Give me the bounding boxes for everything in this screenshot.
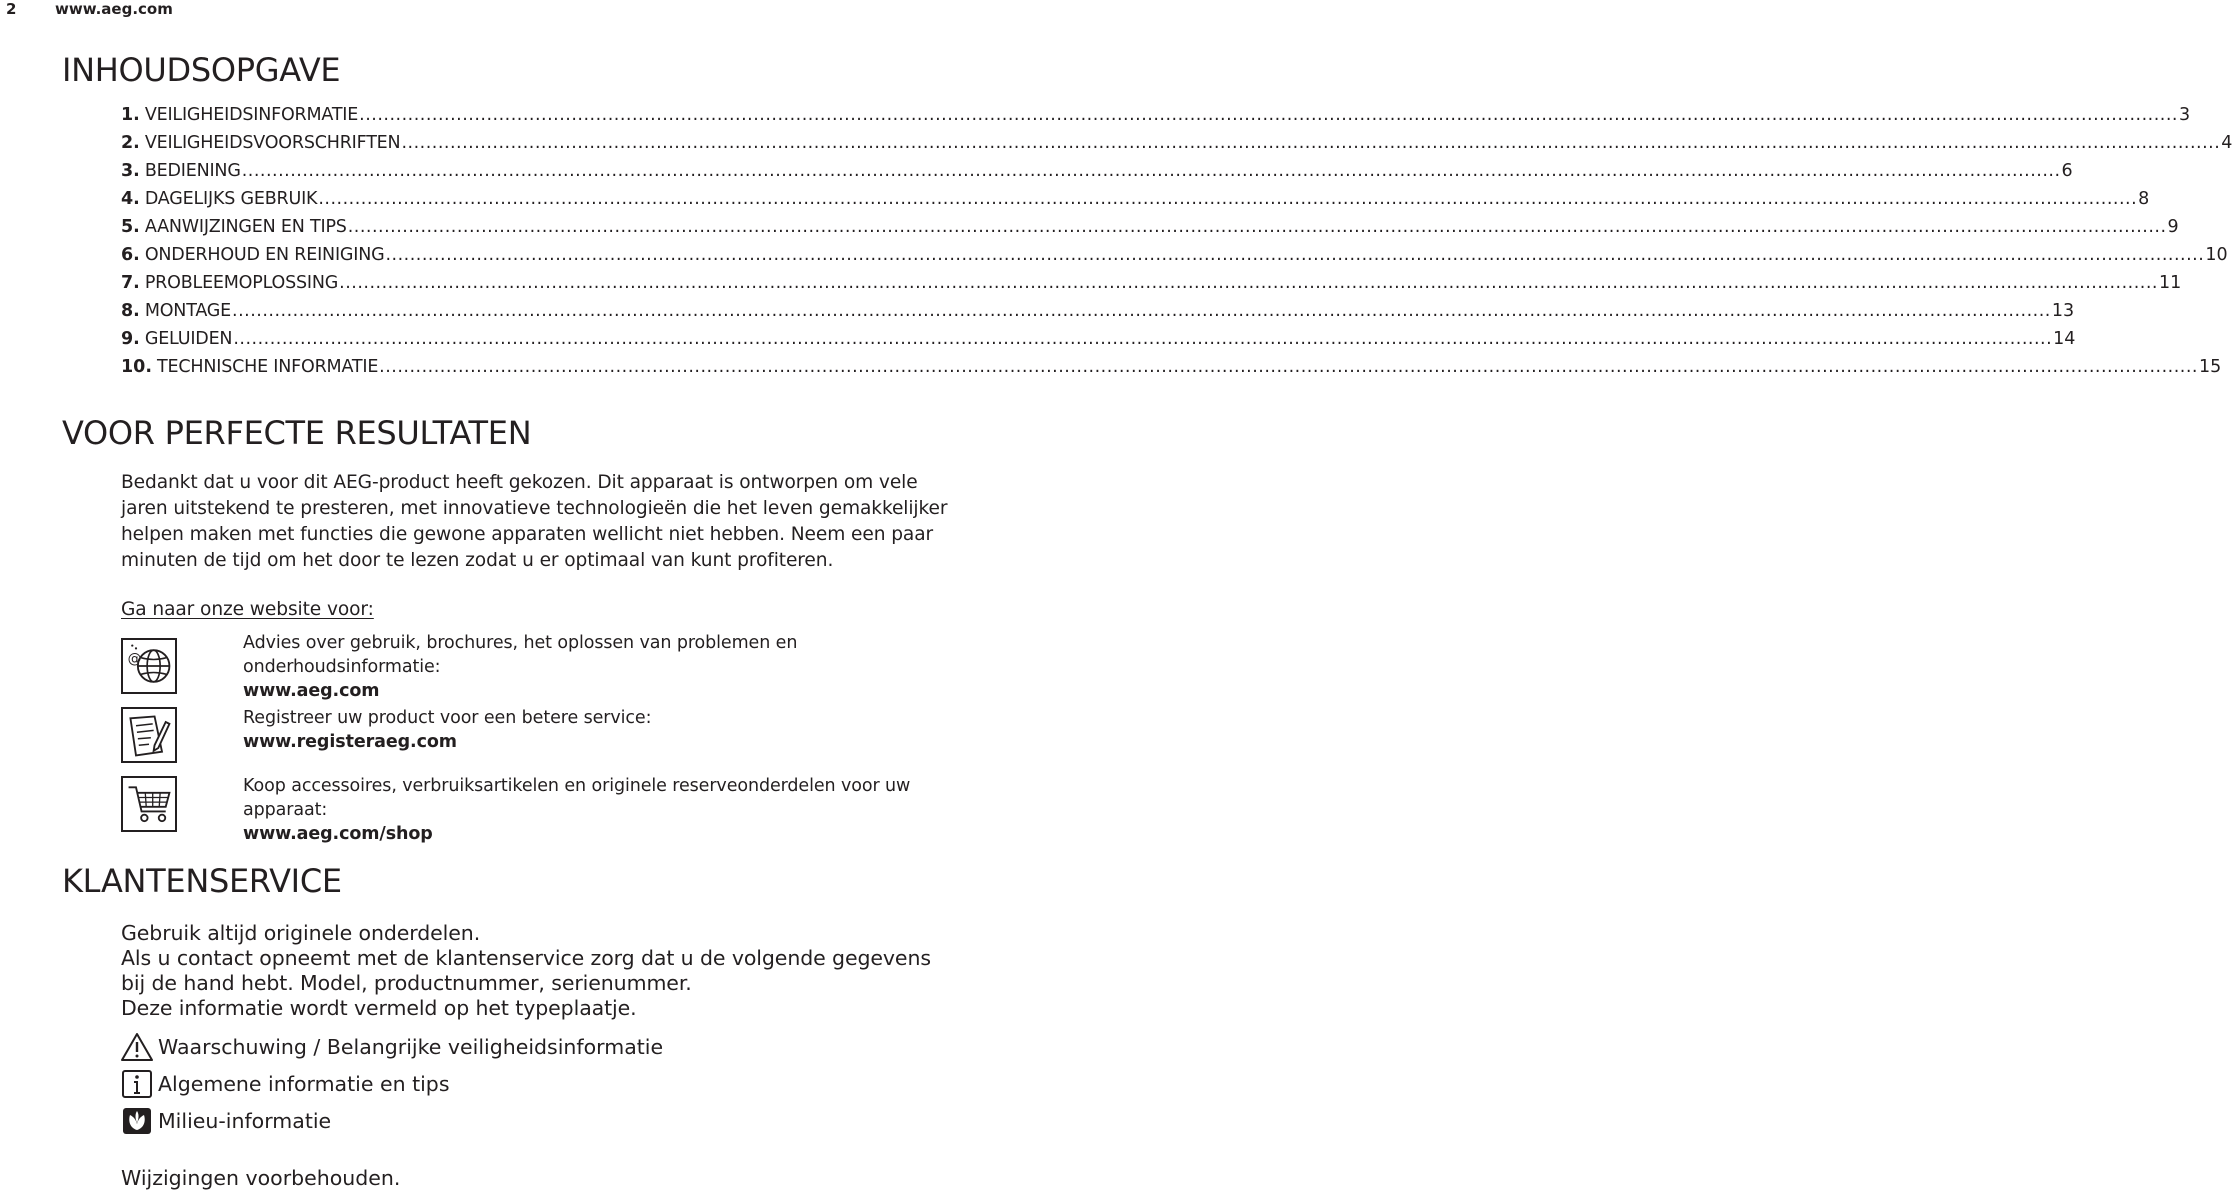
register-info-text: Registreer uw product voor een betere service:	[243, 708, 652, 728]
toc-entry-number: 4.	[121, 189, 140, 209]
web-info	[243, 631, 958, 703]
toc-entry-title: VEILIGHEIDSINFORMATIE	[144, 105, 359, 125]
toc-entry-page: 3	[2178, 105, 2191, 125]
toc-entry-title: BEDIENING	[144, 161, 241, 181]
register-info-link[interactable]: www.registeraeg.com	[243, 732, 457, 752]
toc-entry-title: GELUIDEN	[144, 329, 233, 349]
toc-dot-leader: ............................................................................................................................................................................................................................................................................................................	[401, 133, 2221, 153]
legend-info	[121, 1068, 450, 1100]
legend-environment	[121, 1105, 331, 1137]
toc-entry-number: 3.	[121, 161, 140, 181]
toc-entry[interactable]	[121, 297, 2075, 325]
service-line: Deze informatie wordt vermeld op het typeplaatje.	[121, 996, 637, 1020]
toc-entry-title: AANWIJZINGEN EN TIPS	[144, 217, 347, 237]
toc-entry-page: 11	[2158, 273, 2182, 293]
toc-entry-number: 9.	[121, 329, 140, 349]
toc-entry-title: TECHNISCHE INFORMATIE	[157, 357, 379, 377]
toc-entry-title: DAGELIJKS GEBRUIK	[144, 189, 318, 209]
toc-entry[interactable]	[121, 325, 2076, 353]
toc-entry-number: 2.	[121, 133, 140, 153]
changes-notice: Wijzigingen voorbehouden.	[121, 1166, 401, 1190]
shop-info-text: Koop accessoires, verbruiksartikelen en originele reserveonderdelen voor uw apparaat:	[243, 776, 911, 820]
toc-entry[interactable]	[121, 157, 2073, 185]
toc-entry-title: PROBLEEMOPLOSSING	[144, 273, 339, 293]
shop-info	[243, 774, 958, 846]
toc-entry-page: 10	[2205, 245, 2228, 265]
toc-entry[interactable]	[121, 353, 2222, 381]
toc-entry[interactable]	[121, 185, 2150, 213]
toc-dot-leader: ............................................................................................................................................................................................................................................................................................................	[339, 273, 2158, 293]
legend-info-label: Algemene informatie en tips	[158, 1072, 450, 1096]
toc-entry-page: 13	[2051, 301, 2075, 321]
register-info	[243, 706, 958, 754]
toc-entry[interactable]	[121, 129, 2232, 157]
web-globe-icon	[121, 638, 177, 694]
toc-entry-title: ONDERHOUD EN REINIGING	[144, 245, 385, 265]
toc-entry[interactable]	[121, 269, 2182, 297]
toc-dot-leader: ............................................................................................................................................................................................................................................................................................................	[233, 329, 2053, 349]
toc-entry[interactable]	[121, 101, 2191, 129]
web-info-text: Advies over gebruik, brochures, het oplossen van problemen en onderhoudsinformatie:	[243, 633, 798, 677]
toc-heading: INHOUDSOPGAVE	[62, 51, 341, 89]
toc-dot-leader: ............................................................................................................................................................................................................................................................................................................	[379, 357, 2198, 377]
results-heading: VOOR PERFECTE RESULTATEN	[62, 414, 532, 452]
legend-warning	[121, 1031, 663, 1063]
header-site-url[interactable]: www.aeg.com	[55, 0, 173, 18]
info-icon	[121, 1069, 153, 1099]
toc-entry-number: 7.	[121, 273, 140, 293]
svg-text:@: @	[127, 651, 142, 668]
legend-environment-label: Milieu-informatie	[158, 1109, 332, 1133]
service-line: bij de hand hebt. Model, productnummer, serienummer.	[121, 971, 692, 995]
website-prompt: Ga naar onze website voor:	[121, 599, 374, 620]
table-of-contents	[121, 101, 2232, 381]
toc-entry-title: VEILIGHEIDSVOORSCHRIFTEN	[144, 133, 401, 153]
toc-dot-leader: ............................................................................................................................................................................................................................................................................................................	[318, 189, 2138, 209]
toc-entry-number: 10.	[121, 357, 153, 377]
intro-paragraph: Bedankt dat u voor dit AEG-product heeft gekozen. Dit apparaat is ontworpen om vele jaren uitstekend te presteren, met innovatieve technologieën die het leven gemakkelijker helpen maken met functies die gewone apparaten wellicht niet hebben. Neem een paar minuten de tijd om het door te lezen zodat u er optimaal van kunt profiteren.	[121, 472, 948, 571]
environment-leaf-icon	[121, 1106, 153, 1136]
toc-entry[interactable]	[121, 213, 2179, 241]
service-heading: KLANTENSERVICE	[62, 862, 342, 900]
toc-entry-number: 1.	[121, 105, 140, 125]
service-line: Gebruik altijd originele onderdelen.	[121, 921, 481, 945]
legend-warning-label: Waarschuwing / Belangrijke veiligheidsinformatie	[158, 1035, 664, 1059]
toc-dot-leader: ............................................................................................................................................................................................................................................................................................................	[385, 245, 2205, 265]
toc-dot-leader: ............................................................................................................................................................................................................................................................................................................	[232, 301, 2051, 321]
web-info-link[interactable]: www.aeg.com	[243, 681, 380, 701]
toc-entry-page: 4	[2221, 133, 2232, 153]
toc-dot-leader: ............................................................................................................................................................................................................................................................................................................	[359, 105, 2178, 125]
toc-dot-leader: ............................................................................................................................................................................................................................................................................................................	[241, 161, 2061, 181]
shop-info-link[interactable]: www.aeg.com/shop	[243, 824, 433, 844]
page-number: 2	[6, 0, 17, 18]
warning-triangle-icon	[121, 1032, 153, 1062]
toc-entry-page: 8	[2138, 189, 2150, 209]
toc-entry[interactable]	[121, 241, 2228, 269]
shopping-cart-icon	[121, 776, 177, 832]
toc-entry-page: 6	[2061, 161, 2073, 181]
toc-entry-page: 9	[2167, 217, 2179, 237]
toc-entry-number: 5.	[121, 217, 140, 237]
toc-dot-leader: ............................................................................................................................................................................................................................................................................................................	[347, 217, 2167, 237]
toc-entry-number: 6.	[121, 245, 140, 265]
toc-entry-page: 15	[2199, 357, 2222, 377]
service-line: Als u contact opneemt met de klantenservice zorg dat u de volgende gegevens	[121, 946, 931, 970]
service-paragraph	[121, 921, 951, 1021]
register-form-icon	[121, 707, 177, 763]
toc-entry-number: 8.	[121, 301, 140, 321]
toc-entry-page: 14	[2053, 329, 2076, 349]
toc-entry-title: MONTAGE	[144, 301, 232, 321]
